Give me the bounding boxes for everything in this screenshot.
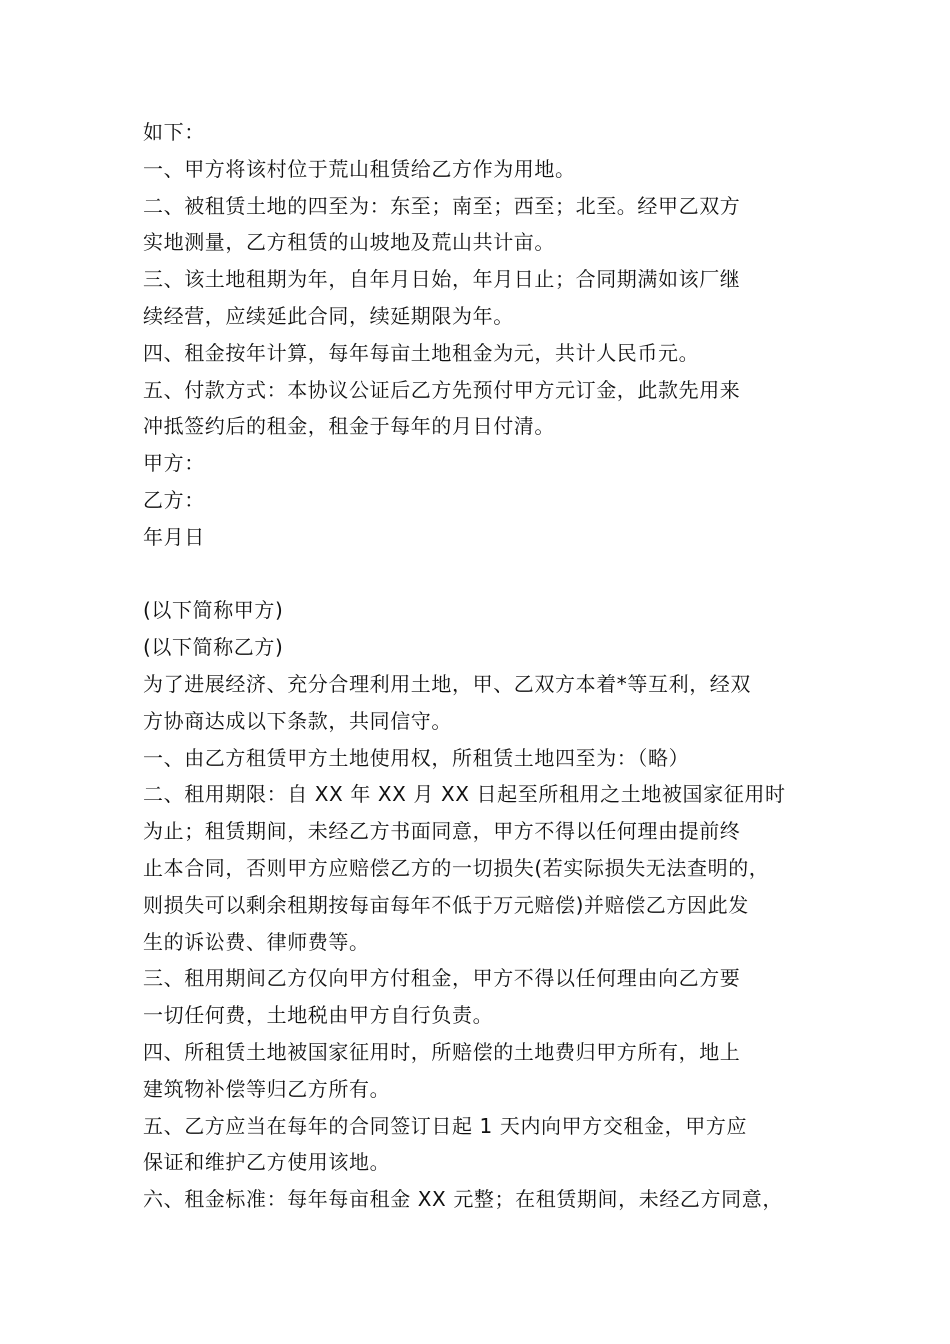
text-line: 保证和维护乙方使用该地。 bbox=[143, 1150, 391, 1175]
signature-party-a: 甲方： bbox=[143, 451, 205, 476]
text-line: 冲抵签约后的租金，租金于每年的月日付清。 bbox=[143, 414, 555, 439]
text-line: 则损失可以剩余租期按每亩每年不低于万元赔偿)并赔偿乙方因此发 bbox=[143, 892, 749, 917]
text-line: 实地测量，乙方租赁的山坡地及荒山共计亩。 bbox=[143, 230, 555, 255]
text-line: 为了进展经济、充分合理利用土地，甲、乙双方本着*等互利，经双 bbox=[143, 671, 751, 696]
section-2 bbox=[143, 592, 815, 1218]
text-line: 四、租金按年计算，每年每亩土地租金为元，共计人民币元。 bbox=[143, 340, 700, 365]
text-line: 续经营，应续延此合同，续延期限为年。 bbox=[143, 303, 514, 328]
signature-date: 年月日 bbox=[143, 524, 205, 549]
text-line: 一、由乙方租赁甲方土地使用权，所租赁土地四至为：（略） bbox=[143, 745, 690, 770]
text-line: 方协商达成以下条款，共同信守。 bbox=[143, 708, 452, 733]
text-line: 二、租用期限：自 XX 年 XX 月 XX 日起至所租用之土地被国家征用时 bbox=[143, 782, 786, 807]
section-spacer bbox=[143, 556, 815, 593]
text-line: 生的诉讼费、律师费等。 bbox=[143, 929, 370, 954]
document-body bbox=[143, 114, 815, 1218]
text-line: 如下： bbox=[143, 120, 205, 144]
text-line: 五、乙方应当在每年的合同签订日起 1 天内向甲方交租金，甲方应 bbox=[143, 1113, 748, 1138]
section-1 bbox=[143, 114, 815, 556]
signature-party-b: 乙方： bbox=[143, 487, 205, 512]
text-line: 三、该土地租期为年，自年月日始，年月日止；合同期满如该厂继 bbox=[143, 267, 741, 292]
text-line: 五、付款方式：本协议公证后乙方先预付甲方元订金，此款先用来 bbox=[143, 377, 741, 402]
text-line: 一切任何费，土地税由甲方自行负责。 bbox=[143, 1003, 494, 1028]
text-line: (以下简称甲方) bbox=[143, 598, 284, 623]
text-line: 四、所租赁土地被国家征用时，所赔偿的土地费归甲方所有，地上 bbox=[143, 1039, 741, 1064]
text-line: 为止；租赁期间，未经乙方书面同意，甲方不得以任何理由提前终 bbox=[143, 819, 741, 844]
text-line: 二、被租赁土地的四至为：东至；南至；西至；北至。经甲乙双方 bbox=[143, 193, 741, 218]
text-line: 六、租金标准：每年每亩租金 XX 元整；在租赁期间，未经乙方同意， bbox=[143, 1187, 783, 1212]
text-line: 一、甲方将该村位于荒山租赁给乙方作为用地。 bbox=[143, 156, 576, 181]
text-line: 止本合同，否则甲方应赔偿乙方的一切损失(若实际损失无法查明的， bbox=[143, 855, 770, 880]
text-line: (以下简称乙方) bbox=[143, 635, 284, 660]
text-line: 建筑物补偿等归乙方所有。 bbox=[143, 1076, 391, 1101]
text-line: 三、租用期间乙方仅向甲方付租金，甲方不得以任何理由向乙方要 bbox=[143, 966, 741, 991]
